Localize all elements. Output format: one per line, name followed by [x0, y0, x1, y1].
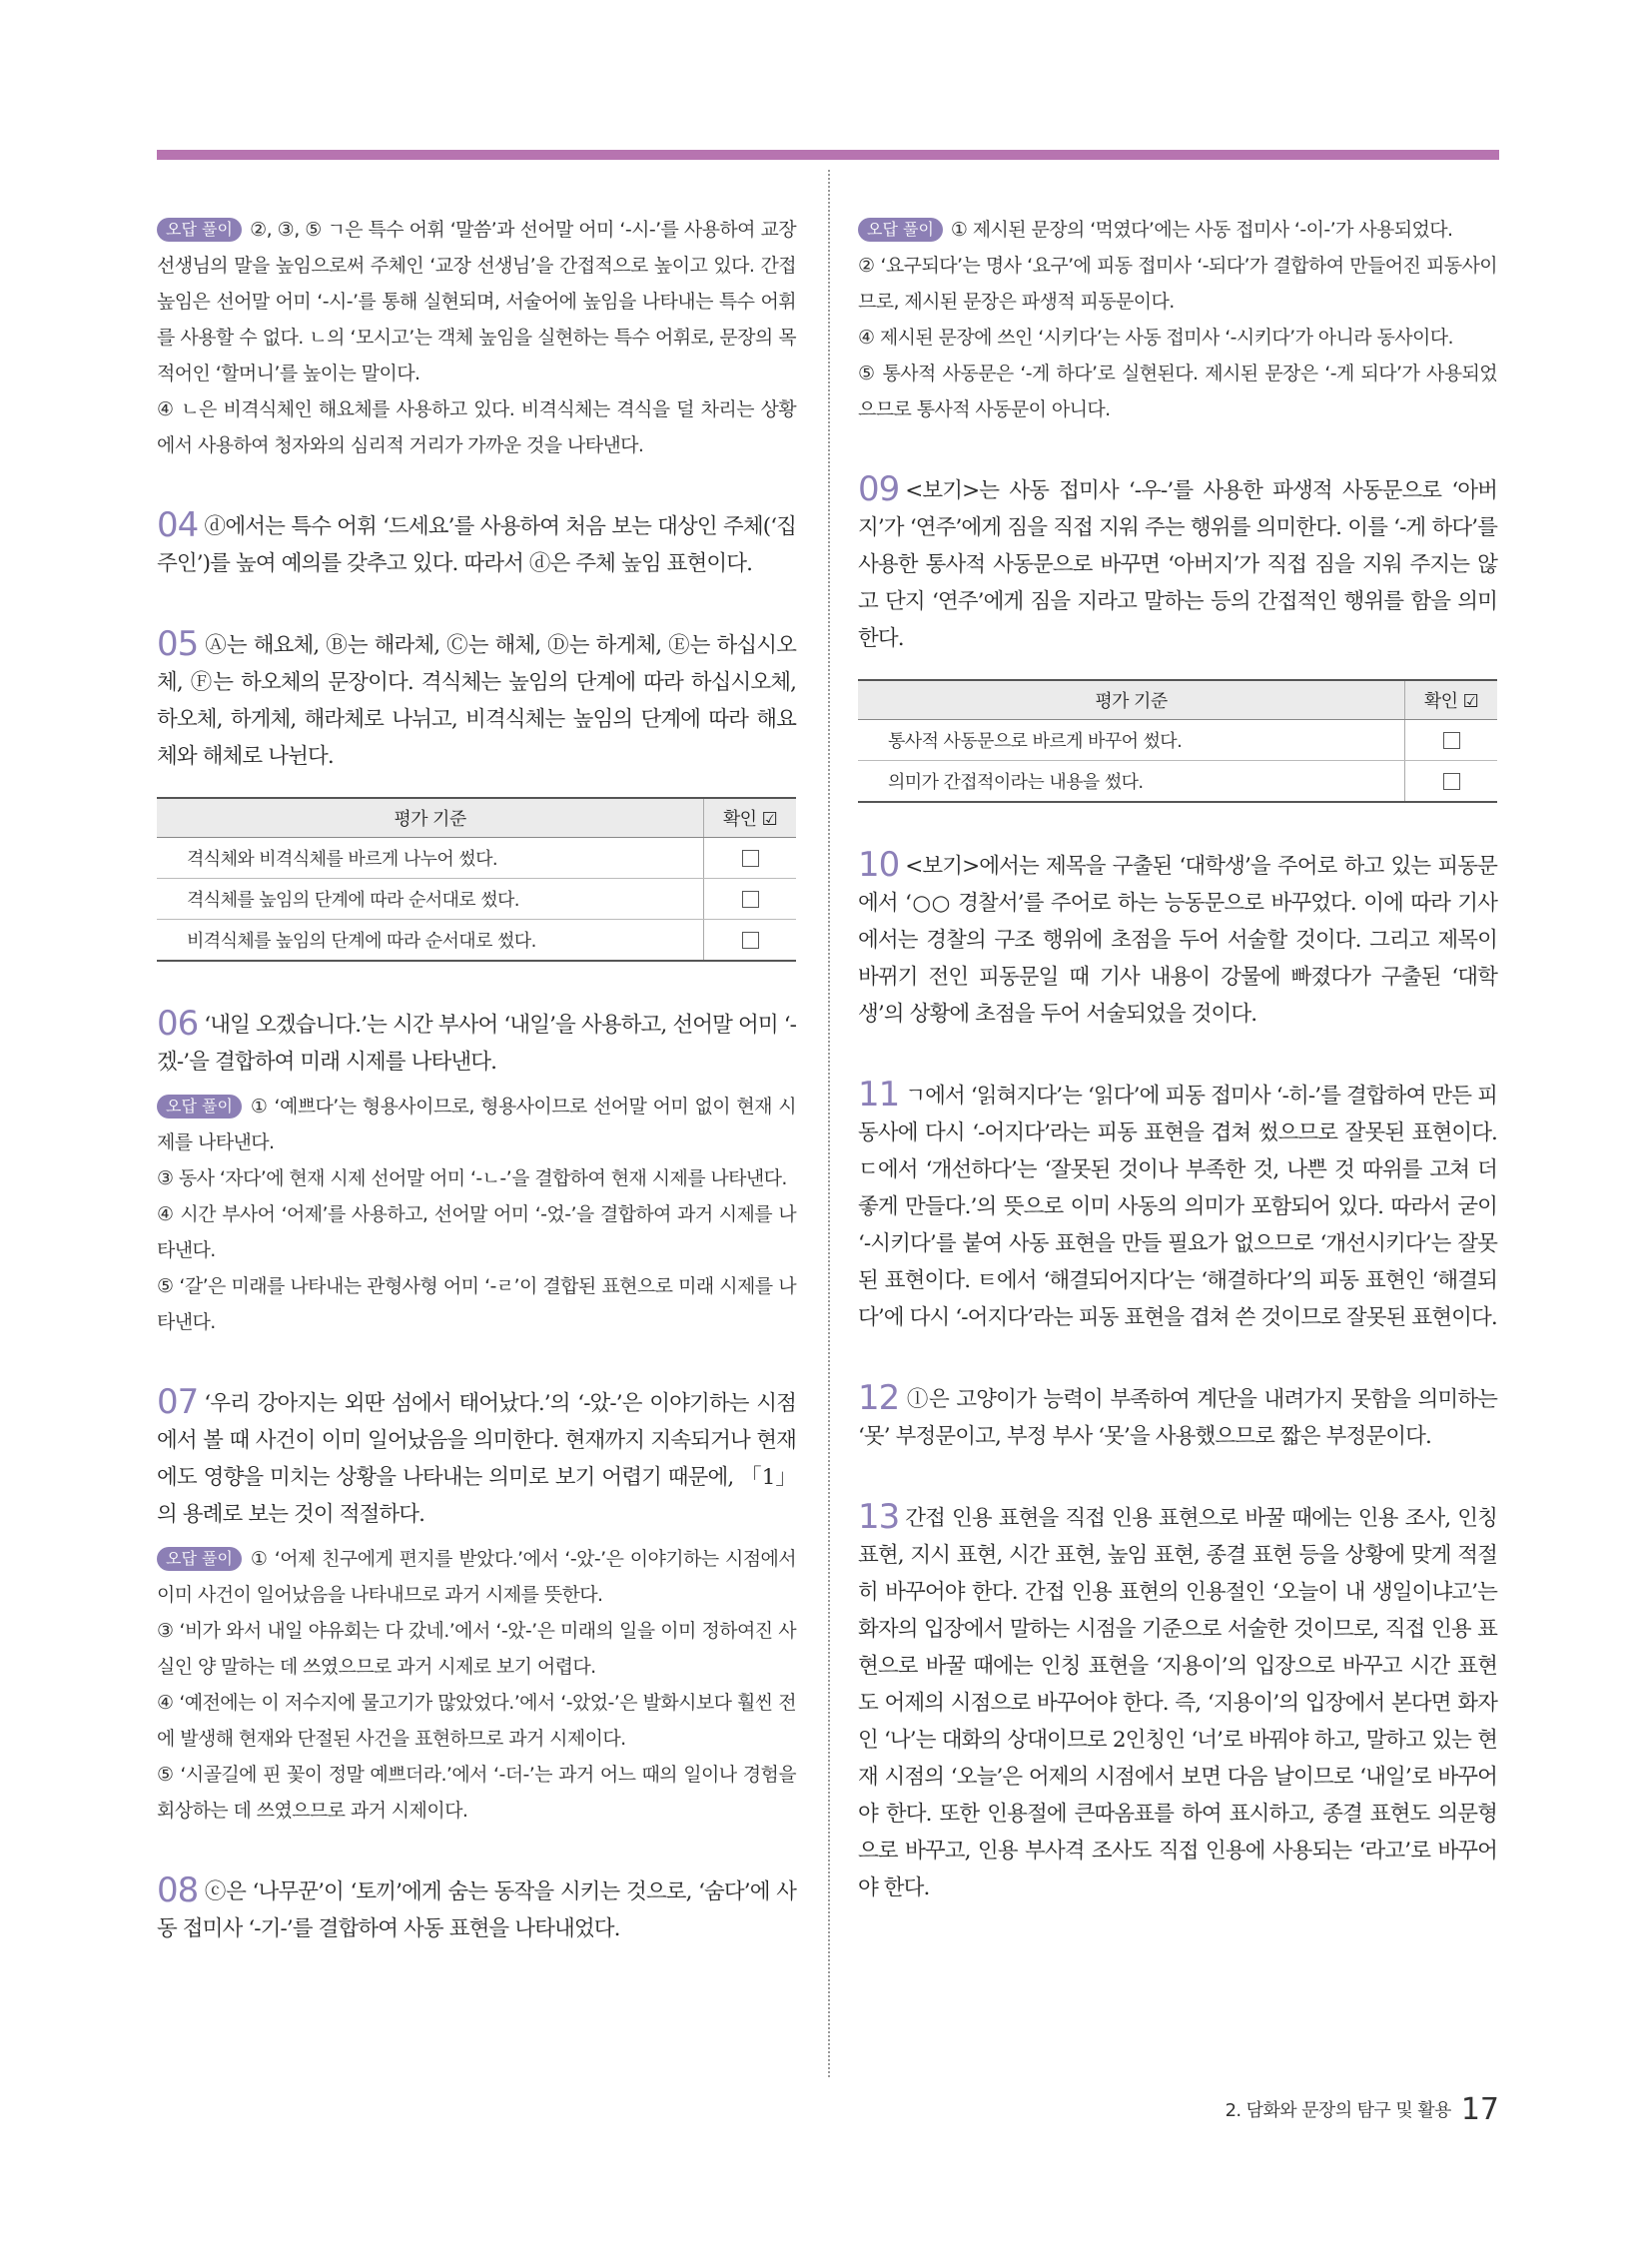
- answer-04: [157, 507, 796, 582]
- checkbox[interactable]: [742, 932, 759, 949]
- criteria-cell: 의미가 간접적이라는 내용을 썼다.: [858, 761, 1405, 803]
- wrong-answer-item: ⑤ 통사적 사동문은 ‘-게 하다’로 실현된다. 제시된 문장은 ‘-게 되다’가 사용되었으므로 통사적 사동문이 아니다.: [858, 363, 1498, 420]
- answer-09: [858, 471, 1497, 803]
- wrong-answer-item: ⑤ ‘시골길에 핀 꽃이 정말 예쁘더라.’에서 ‘-더-’는 과거 어느 때의 일이나 경험을 회상하는 데 쓰였으므로 과거 시제이다.: [157, 1764, 796, 1822]
- answer-text: 간접 인용 표현을 직접 인용 표현으로 바꿀 때에는 인용 조사, 인칭 표현, 지시 표현, 시간 표현, 높임 표현, 종결 표현 등을 상황에 맞게 적절히 바꾸어야 한다. 간접 인용 표현의 인용절인 ‘오늘이 내 생일이냐고’는 화자의 입장에서 말하는 시점을 기준으로 서술한 것이므로, 직접 인용 표현으로 바꿀 때에는 인칭 표현을 ‘지용이’의 입장으로 바꾸고 시간 표현도 어제의 시점으로 바꾸어야 한다. 즉, ‘지용이’의 입장에서 본다면 화자인 ‘나’는 대화의 상대이므로 2인칭인 ‘너’로 바꿔야 하고, 말하고 있는 현재 시점의 ‘오늘’은 어제의 시점에서 보면 다음 날이므로 ‘내일’로 바꾸어야 한다. 또한 인용절에 큰따옴표를 하여 표시하고, 종결 표현도 의문형으로 바꾸고, 인용 부사격 조사도 직접 인용에 사용되는 ‘라고’로 바꾸어야 한다.: [858, 1506, 1497, 1900]
- table-header-criteria: 평가 기준: [157, 798, 704, 838]
- question-number: 09: [858, 469, 900, 509]
- right-column: [858, 212, 1497, 1950]
- wrong-answer-item: 오답 풀이 ① 제시된 문장의 ‘먹였다’에는 사동 접미사 ‘-이-’가 사용되었다.: [858, 212, 1497, 248]
- table-row: [157, 879, 796, 920]
- left-column: [157, 212, 796, 1991]
- answer-07: [157, 1384, 796, 1829]
- wrong-answer-section: [157, 1089, 796, 1340]
- criteria-cell: 격식체를 높임의 단계에 따라 순서대로 썼다.: [157, 879, 704, 920]
- wrong-answer-badge: 오답 풀이: [157, 1547, 242, 1571]
- table-row: [858, 761, 1497, 803]
- checkbox[interactable]: [742, 891, 759, 908]
- wrong-answer-section: [157, 1541, 796, 1829]
- answer-text: ‘내일 오겠습니다.’는 시간 부사어 ‘내일’을 사용하고, 선어말 어미 ‘-겠-’을 결합하여 미래 시제를 나타낸다.: [157, 1013, 796, 1075]
- wrong-answer-item: ② ‘요구되다’는 명사 ‘요구’에 피동 접미사 ‘-되다’가 결합하여 만들어진 피동사이므로, 제시된 문장은 파생적 피동문이다.: [858, 255, 1497, 313]
- table-header-check: 확인 ☑: [1405, 680, 1498, 720]
- question-number: 08: [157, 1870, 199, 1910]
- wrong-answer-badge: 오답 풀이: [157, 1095, 242, 1119]
- question-number: 10: [858, 845, 900, 885]
- top-accent-bar: [157, 150, 1499, 160]
- checkbox[interactable]: [1443, 732, 1460, 749]
- table-header-criteria: 평가 기준: [858, 680, 1405, 720]
- question-number: 12: [858, 1378, 900, 1418]
- wrong-answer-item: ③ 동사 ‘자다’에 현재 시제 선어말 어미 ‘-ㄴ-’을 결합하여 현재 시제를 나타낸다.: [157, 1167, 787, 1189]
- wrong-answer-badge: 오답 풀이: [858, 218, 943, 242]
- checkbox[interactable]: [1443, 773, 1460, 790]
- table-header-check: 확인 ☑: [704, 798, 797, 838]
- question-number: 07: [157, 1382, 199, 1422]
- evaluation-table: [157, 797, 796, 962]
- answer-10: [858, 847, 1497, 1033]
- wrong-answer-section-08: [858, 212, 1497, 427]
- answer-05: [157, 626, 796, 962]
- wrong-answer-item: ⑤ ‘갈’은 미래를 나타내는 관형사형 어미 ‘-ㄹ’이 결합된 표현으로 미래 시제를 나타낸다.: [157, 1275, 796, 1333]
- wrong-answer-badge: 오답 풀이: [157, 218, 242, 242]
- answer-text: Ⓐ는 해요체, Ⓑ는 해라체, Ⓒ는 해체, Ⓓ는 하게체, Ⓔ는 하십시오체, Ⓕ는 하오체의 문장이다. 격식체는 높임의 단계에 따라 하십시오체, 하오체, 하게체, 해라체로 나뉘고, 비격식체는 높임의 단계에 따라 해요체와 해체로 나뉜다.: [157, 633, 796, 769]
- criteria-cell: 통사적 사동문으로 바르게 바꾸어 썼다.: [858, 720, 1405, 761]
- wrong-answer-item: 오답 풀이 ②, ③, ⑤ ㄱ은 특수 어휘 ‘말씀’과 선어말 어미 ‘-시-’를 사용하여 교장 선생님의 말을 높임으로써 주체인 ‘교장 선생님’을 간접적으로 높이고 있다. 간접 높임은 선어말 어미 ‘-시-’를 통해 실현되며, 서술어에 높임을 나타내는 특수 어휘를 사용할 수 없다. ㄴ의 ‘모시고’는 객체 높임을 실현하는 특수 어휘로, 문장의 목적어인 ‘할머니’를 높이는 말이다.: [157, 219, 796, 384]
- criteria-cell: 격식체와 비격식체를 바르게 나누어 썼다.: [157, 838, 704, 879]
- answer-12: [858, 1380, 1497, 1455]
- answer-08: [157, 1872, 796, 1947]
- answer-text: <보기>에서는 제목을 구출된 ‘대학생’을 주어로 하고 있는 피동문에서 ‘○○ 경찰서’를 주어로 하는 능동문으로 바꾸었다. 이에 따라 기사에서는 경찰의 구조 행위에 초점을 두어 서술할 것이다. 그리고 제목이 바뀌기 전인 피동문일 때 기사 내용이 강물에 빠졌다가 구출된 ‘대학생’의 상황에 초점을 두어 서술되었을 것이다.: [858, 854, 1497, 1027]
- answer-06: [157, 1006, 796, 1340]
- question-number: 05: [157, 624, 199, 664]
- wrong-answer-item: ④ 시간 부사어 ‘어제’를 사용하고, 선어말 어미 ‘-었-’을 결합하여 과거 시제를 나타낸다.: [157, 1203, 796, 1261]
- checkbox[interactable]: [742, 850, 759, 867]
- wrong-answer-item: 오답 풀이 ① ‘예쁘다’는 형용사이므로, 형용사이므로 선어말 어미 없이 현재 시제를 나타낸다.: [157, 1096, 796, 1153]
- answer-text: <보기>는 사동 접미사 ‘-우-’를 사용한 파생적 사동문으로 ‘아버지’가 ‘연주’에게 짐을 직접 지워 주는 행위를 의미한다. 이를 ‘-게 하다’를 사용한 통사적 사동문으로 바꾸면 ‘아버지’가 직접 짐을 지워 주지는 않고 단지 ‘연주’에게 짐을 지라고 말하는 등의 간접적인 행위를 함을 의미한다.: [858, 478, 1497, 651]
- question-number: 11: [858, 1075, 900, 1115]
- answer-text: ‘우리 강아지는 외딴 섬에서 태어났다.’의 ‘-았-’은 이야기하는 시점에서 볼 때 사건이 이미 일어났음을 의미한다. 현재까지 지속되거나 현재에도 영향을 미치는 상황을 나타내는 의미로 보기 어렵기 때문에, 「1」의 용례로 보는 것이 적절하다.: [157, 1391, 796, 1527]
- table-row: [157, 838, 796, 879]
- question-number: 04: [157, 505, 199, 545]
- wrong-answer-item: 오답 풀이 ① ‘어제 친구에게 편지를 받았다.’에서 ‘-았-’은 이야기하는 시점에서 이미 사건이 일어났음을 나타내므로 과거 시제를 뜻한다.: [157, 1548, 796, 1606]
- page-footer: [1226, 2092, 1499, 2127]
- column-divider: [828, 170, 830, 2077]
- evaluation-table: [858, 679, 1497, 803]
- chapter-title: 2. 담화와 문장의 탐구 및 활용: [1225, 2100, 1451, 2121]
- answer-13: [858, 1499, 1497, 1906]
- answer-11: [858, 1077, 1497, 1336]
- answer-text: ⓓ에서는 특수 어휘 ‘드세요’를 사용하여 처음 보는 대상인 주체(‘집주인’)를 높여 예의를 갖추고 있다. 따라서 ⓓ은 주체 높임 표현이다.: [157, 514, 796, 576]
- page-number: 17: [1460, 2092, 1499, 2127]
- answer-text: ㄱ에서 ‘읽혀지다’는 ‘읽다’에 피동 접미사 ‘-히-’를 결합하여 만든 피동사에 다시 ‘-어지다’라는 피동 표현을 겹쳐 썼으므로 잘못된 표현이다. ㄷ에서 ‘개선하다’는 ‘잘못된 것이나 부족한 것, 나쁜 것 따위를 고쳐 더 좋게 만들다.’의 뜻으로 이미 사동의 의미가 포함되어 있다. 따라서 굳이 ‘-시키다’를 붙여 사동 표현을 만들 필요가 없으므로 ‘개선시키다’는 잘못된 표현이다. ㅌ에서 ‘해결되어지다’는 ‘해결하다’의 피동 표현인 ‘해결되다’에 다시 ‘-어지다’라는 피동 표현을 겹쳐 쓴 것이므로 잘못된 표현이다.: [858, 1084, 1497, 1330]
- question-number: 06: [157, 1004, 199, 1044]
- answer-text: ⓛ은 고양이가 능력이 부족하여 계단을 내려가지 못함을 의미하는 ‘못’ 부정문이고, 부정 부사 ‘못’을 사용했으므로 짧은 부정문이다.: [858, 1387, 1497, 1449]
- wrong-answer-section-03: [157, 212, 796, 463]
- wrong-answer-item: ④ 제시된 문장에 쓰인 ‘시키다’는 사동 접미사 ‘-시키다’가 아니라 동사이다.: [858, 327, 1453, 349]
- wrong-answer-item: ③ ‘비가 와서 내일 야유회는 다 갔네.’에서 ‘-았-’은 미래의 일을 이미 정하여진 사실인 양 말하는 데 쓰였으므로 과거 시제로 보기 어렵다.: [157, 1620, 796, 1678]
- question-number: 13: [858, 1497, 900, 1537]
- table-row: [858, 720, 1497, 761]
- answer-text: ⓒ은 ‘나무꾼’이 ‘토끼’에게 숨는 동작을 시키는 것으로, ‘숨다’에 사동 접미사 ‘-기-’를 결합하여 사동 표현을 나타내었다.: [157, 1879, 796, 1941]
- criteria-cell: 비격식체를 높임의 단계에 따라 순서대로 썼다.: [157, 920, 704, 962]
- wrong-answer-item: ④ ㄴ은 비격식체인 해요체를 사용하고 있다. 비격식체는 격식을 덜 차리는 상황에서 사용하여 청자와의 심리적 거리가 가까운 것을 나타낸다.: [157, 398, 796, 456]
- wrong-answer-item: ④ ‘예전에는 이 저수지에 물고기가 많았었다.’에서 ‘-았었-’은 발화시보다 훨씬 전에 발생해 현재와 단절된 사건을 표현하므로 과거 시제이다.: [157, 1692, 796, 1750]
- table-row: [157, 920, 796, 962]
